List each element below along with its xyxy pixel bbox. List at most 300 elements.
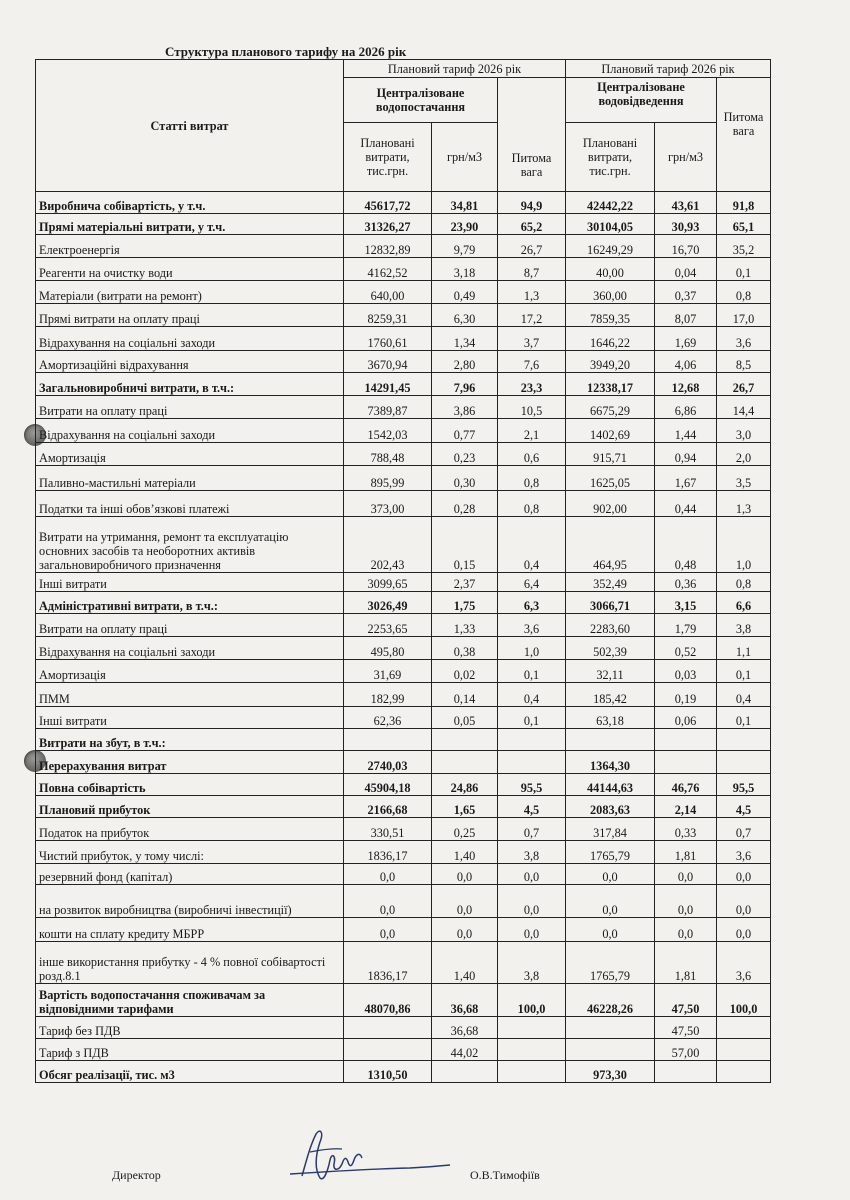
share-cell-water-supply: 8,7 [498,258,566,281]
table-row [36,258,771,281]
cost-cell-water-supply: 1542,03 [344,419,432,443]
share-cell-water-supply [498,1017,566,1039]
share-cell-drainage: 17,0 [717,304,771,327]
share-cell-water-supply: 1,0 [498,637,566,660]
unit-cell-water-supply: 0,0 [432,918,498,942]
row-label: кошти на сплату кредиту МБРР [36,918,344,942]
unit-cell-drainage: 47,50 [655,1017,717,1039]
cost-cell-drainage: 32,11 [566,660,655,683]
unit-cell-drainage [655,751,717,774]
cost-cell-drainage: 1364,30 [566,751,655,774]
unit-cell-water-supply: 9,79 [432,235,498,258]
share-cell-water-supply: 3,8 [498,942,566,984]
unit-cell-water-supply [432,751,498,774]
share-cell-drainage: 0,7 [717,818,771,841]
share-cell-water-supply: 0,6 [498,443,566,466]
share-cell-drainage: 0,1 [717,707,771,729]
table-row [36,660,771,683]
table-row [36,683,771,707]
share-cell-drainage: 0,0 [717,918,771,942]
share-cell-drainage: 3,6 [717,327,771,351]
unit-cell-water-supply: 0,14 [432,683,498,707]
table-row [36,304,771,327]
unit-cell-drainage: 0,0 [655,918,717,942]
unit-cell-drainage: 1,81 [655,942,717,984]
share-cell-drainage: 65,1 [717,214,771,235]
cost-cell-drainage: 1765,79 [566,942,655,984]
share-cell-drainage: 0,8 [717,281,771,304]
share-cell-water-supply: 0,1 [498,707,566,729]
unit-cell-drainage: 6,86 [655,396,717,419]
row-label: Амортизація [36,660,344,683]
row-label: інше використання прибутку - 4 % повної собівартості розд.8.1 [36,942,344,984]
table-row [36,517,771,573]
cost-cell-water-supply: 14291,45 [344,373,432,396]
cost-cell-water-supply: 0,0 [344,885,432,918]
director-signature [280,1122,470,1192]
cost-column-header-water-supply: Плановані витрати, тис.грн. [344,123,432,192]
share-cell-drainage: 0,8 [717,573,771,592]
share-cell-drainage [717,751,771,774]
share-cell-water-supply: 6,4 [498,573,566,592]
share-cell-water-supply: 3,8 [498,841,566,864]
cost-cell-water-supply: 45617,72 [344,192,432,214]
row-label: Перерахування витрат [36,751,344,774]
cost-cell-drainage: 7859,35 [566,304,655,327]
cost-cell-water-supply [344,1017,432,1039]
share-cell-water-supply: 94,9 [498,192,566,214]
share-cell-drainage: 6,6 [717,592,771,614]
share-cell-water-supply: 7,6 [498,351,566,373]
unit-cell-water-supply: 0,0 [432,885,498,918]
share-cell-water-supply: 26,7 [498,235,566,258]
share-cell-water-supply: 23,3 [498,373,566,396]
cost-cell-drainage: 502,39 [566,637,655,660]
row-label: Витрати на оплату праці [36,614,344,637]
unit-cell-drainage: 0,37 [655,281,717,304]
row-label: Податок на прибуток [36,818,344,841]
cost-cell-drainage: 42442,22 [566,192,655,214]
share-cell-water-supply: 0,7 [498,818,566,841]
unit-cell-drainage: 1,81 [655,841,717,864]
cost-cell-drainage: 6675,29 [566,396,655,419]
row-label: Витрати на оплату праці [36,396,344,419]
row-label: Електроенергія [36,235,344,258]
unit-cell-water-supply: 0,15 [432,517,498,573]
cost-cell-drainage: 352,49 [566,573,655,592]
share-cell-drainage: 8,5 [717,351,771,373]
cost-cell-water-supply: 2740,03 [344,751,432,774]
cost-cell-water-supply: 0,0 [344,918,432,942]
service-header-water-supply: Централізоване водопостачання [344,78,498,123]
unit-cell-water-supply: 0,77 [432,419,498,443]
cost-cell-water-supply: 330,51 [344,818,432,841]
row-label: Вартість водопостачання споживачам за відповідними тарифами [36,984,344,1017]
unit-cell-water-supply: 1,65 [432,796,498,818]
unit-cell-drainage: 2,14 [655,796,717,818]
share-cell-drainage: 0,1 [717,660,771,683]
share-cell-drainage: 4,5 [717,796,771,818]
row-label: Загальновиробничі витрати, в т.ч.: [36,373,344,396]
row-label: Податки та інші обов’язкові платежі [36,491,344,517]
share-cell-drainage: 100,0 [717,984,771,1017]
cost-cell-drainage: 1402,69 [566,419,655,443]
share-cell-drainage: 14,4 [717,396,771,419]
row-label: Виробнича собівартість, у т.ч. [36,192,344,214]
cost-cell-drainage: 317,84 [566,818,655,841]
table-row [36,864,771,885]
row-label: Витрати на утримання, ремонт та експлуатацію основних засобів та необоротних активів загальновиробничого призначення [36,517,344,573]
cost-cell-drainage: 185,42 [566,683,655,707]
row-label: Плановий прибуток [36,796,344,818]
share-cell-drainage: 26,7 [717,373,771,396]
row-label: Амортизаційні відрахування [36,351,344,373]
cost-cell-water-supply: 3026,49 [344,592,432,614]
unit-cell-water-supply: 0,28 [432,491,498,517]
unit-cell-water-supply: 6,30 [432,304,498,327]
row-label: Відрахування на соціальні заходи [36,327,344,351]
unit-cell-drainage: 16,70 [655,235,717,258]
share-cell-water-supply: 0,4 [498,517,566,573]
unit-cell-water-supply: 3,18 [432,258,498,281]
cost-cell-water-supply: 373,00 [344,491,432,517]
row-label: Обсяг реалізації, тис. м3 [36,1061,344,1083]
share-cell-water-supply: 0,0 [498,885,566,918]
table-row [36,796,771,818]
share-cell-drainage: 35,2 [717,235,771,258]
share-cell-drainage: 95,5 [717,774,771,796]
share-cell-water-supply: 0,8 [498,491,566,517]
share-cell-water-supply: 2,1 [498,419,566,443]
table-row [36,592,771,614]
cost-cell-water-supply: 495,80 [344,637,432,660]
unit-cell-drainage: 57,00 [655,1039,717,1061]
unit-cell-water-supply: 23,90 [432,214,498,235]
unit-cell-drainage [655,729,717,751]
cost-cell-drainage: 360,00 [566,281,655,304]
cost-cell-water-supply: 202,43 [344,517,432,573]
table-row [36,751,771,774]
unit-cell-drainage: 12,68 [655,373,717,396]
row-label: Відрахування на соціальні заходи [36,637,344,660]
unit-cell-water-supply [432,1061,498,1083]
table-row [36,984,771,1017]
unit-cell-water-supply: 1,75 [432,592,498,614]
unit-cell-water-supply: 0,49 [432,281,498,304]
share-cell-drainage: 1,3 [717,491,771,517]
row-label: Реагенти на очистку води [36,258,344,281]
director-title: Директор [112,1168,161,1182]
share-cell-drainage: 2,0 [717,443,771,466]
table-row [36,841,771,864]
share-cell-drainage: 1,0 [717,517,771,573]
cost-cell-water-supply: 1310,50 [344,1061,432,1083]
row-label: Прямі матеріальні витрати, у т.ч. [36,214,344,235]
table-row [36,918,771,942]
cost-cell-water-supply: 31,69 [344,660,432,683]
share-cell-water-supply: 0,1 [498,660,566,683]
cost-cell-drainage: 40,00 [566,258,655,281]
row-label: Матеріали (витрати на ремонт) [36,281,344,304]
unit-cell-drainage: 0,36 [655,573,717,592]
row-label: ПММ [36,683,344,707]
table-row [36,729,771,751]
cost-cell-drainage [566,1017,655,1039]
unit-cell-drainage: 0,03 [655,660,717,683]
share-cell-drainage: 0,0 [717,885,771,918]
unit-cell-water-supply [432,729,498,751]
cost-cell-drainage: 0,0 [566,885,655,918]
unit-cell-drainage: 0,33 [655,818,717,841]
unit-cell-drainage: 1,44 [655,419,717,443]
cost-cell-drainage: 2283,60 [566,614,655,637]
service-header-drainage: Централізоване водовідведення [566,78,717,123]
share-cell-water-supply: 0,0 [498,918,566,942]
cost-cell-drainage: 2083,63 [566,796,655,818]
cost-items-header: Статті витрат [36,60,344,192]
unit-cell-water-supply: 1,33 [432,614,498,637]
cost-cell-water-supply: 7389,87 [344,396,432,419]
unit-cell-water-supply: 0,25 [432,818,498,841]
share-cell-drainage [717,1039,771,1061]
cost-cell-drainage: 1765,79 [566,841,655,864]
table-row [36,1061,771,1083]
unit-cell-water-supply: 2,80 [432,351,498,373]
table-row [36,235,771,258]
table-row [36,466,771,491]
cost-cell-water-supply: 182,99 [344,683,432,707]
cost-cell-drainage: 0,0 [566,918,655,942]
cost-cell-drainage: 1625,05 [566,466,655,491]
unit-cell-drainage: 8,07 [655,304,717,327]
share-cell-water-supply: 6,3 [498,592,566,614]
share-cell-water-supply: 10,5 [498,396,566,419]
unit-cell-drainage: 0,04 [655,258,717,281]
share-cell-drainage: 3,6 [717,942,771,984]
cost-cell-water-supply: 4162,52 [344,258,432,281]
share-cell-water-supply: 95,5 [498,774,566,796]
unit-cell-water-supply: 36,68 [432,984,498,1017]
unit-cell-drainage: 0,94 [655,443,717,466]
share-cell-water-supply: 0,4 [498,683,566,707]
share-cell-drainage: 91,8 [717,192,771,214]
table-row [36,443,771,466]
document-title: Структура планового тарифу на 2026 рік [165,44,407,59]
share-cell-water-supply: 4,5 [498,796,566,818]
row-label: Прямі витрати на оплату праці [36,304,344,327]
table-row [36,327,771,351]
table-row [36,573,771,592]
unit-cell-drainage: 47,50 [655,984,717,1017]
unit-cell-drainage: 30,93 [655,214,717,235]
table-row [36,396,771,419]
share-header-water-supply: Питома вага [498,78,566,192]
row-label: на розвиток виробництва (виробничі інвестиції) [36,885,344,918]
table-row [36,281,771,304]
share-cell-drainage: 3,0 [717,419,771,443]
share-cell-water-supply: 3,7 [498,327,566,351]
share-cell-water-supply: 3,6 [498,614,566,637]
share-cell-drainage [717,1061,771,1083]
cost-cell-drainage: 3949,20 [566,351,655,373]
cost-column-header-drainage: Плановані витрати, тис.грн. [566,123,655,192]
director-name: О.В.Тимофіїв [470,1168,540,1182]
cost-cell-water-supply: 640,00 [344,281,432,304]
share-cell-water-supply: 17,2 [498,304,566,327]
unit-cell-water-supply: 2,37 [432,573,498,592]
cost-cell-water-supply: 895,99 [344,466,432,491]
unit-cell-water-supply: 36,68 [432,1017,498,1039]
unit-cell-drainage: 1,79 [655,614,717,637]
header-row-period [36,60,771,78]
tariff-structure-table [35,59,771,1083]
row-label: Амортизація [36,443,344,466]
unit-cell-water-supply: 24,86 [432,774,498,796]
share-cell-drainage: 3,6 [717,841,771,864]
unit-cell-drainage: 0,48 [655,517,717,573]
cost-cell-water-supply: 3670,94 [344,351,432,373]
cost-cell-drainage [566,1039,655,1061]
share-cell-drainage: 1,1 [717,637,771,660]
unit-cell-drainage: 0,52 [655,637,717,660]
unit-cell-drainage: 0,0 [655,885,717,918]
share-cell-water-supply [498,1039,566,1061]
unit-cell-water-supply: 34,81 [432,192,498,214]
unit-cell-drainage: 0,0 [655,864,717,885]
cost-cell-water-supply [344,1039,432,1061]
unit-cell-water-supply: 0,05 [432,707,498,729]
unit-cell-drainage: 0,06 [655,707,717,729]
unit-cell-drainage: 3,15 [655,592,717,614]
cost-cell-drainage: 44144,63 [566,774,655,796]
table-row [36,192,771,214]
cost-cell-drainage: 464,95 [566,517,655,573]
unit-cell-drainage: 4,06 [655,351,717,373]
unit-cell-water-supply: 0,38 [432,637,498,660]
row-label: Паливно-мастильні матеріали [36,466,344,491]
unit-cell-drainage: 1,69 [655,327,717,351]
table-row [36,614,771,637]
cost-cell-water-supply: 788,48 [344,443,432,466]
share-cell-water-supply: 1,3 [498,281,566,304]
cost-cell-water-supply: 2166,68 [344,796,432,818]
table-row [36,491,771,517]
row-label: Відрахування на соціальні заходи [36,419,344,443]
share-cell-water-supply: 65,2 [498,214,566,235]
table-row [36,774,771,796]
cost-cell-water-supply: 1760,61 [344,327,432,351]
cost-cell-water-supply: 31326,27 [344,214,432,235]
unit-cell-water-supply: 1,40 [432,942,498,984]
cost-cell-drainage: 915,71 [566,443,655,466]
cost-cell-water-supply: 62,36 [344,707,432,729]
cost-cell-water-supply: 0,0 [344,864,432,885]
table-row [36,942,771,984]
cost-cell-water-supply: 1836,17 [344,942,432,984]
table-row [36,1017,771,1039]
unit-cell-water-supply: 0,23 [432,443,498,466]
share-cell-water-supply [498,751,566,774]
table-row [36,373,771,396]
cost-cell-water-supply: 45904,18 [344,774,432,796]
cost-cell-drainage: 63,18 [566,707,655,729]
share-cell-drainage: 0,4 [717,683,771,707]
unit-cell-drainage: 0,44 [655,491,717,517]
table-row [36,637,771,660]
unit-cell-drainage: 43,61 [655,192,717,214]
table-row [36,1039,771,1061]
cost-cell-water-supply: 8259,31 [344,304,432,327]
share-cell-drainage [717,1017,771,1039]
unit-cell-water-supply: 1,34 [432,327,498,351]
cost-cell-water-supply: 48070,86 [344,984,432,1017]
unit-cell-water-supply: 1,40 [432,841,498,864]
unit-column-header-water-supply: грн/м3 [432,123,498,192]
cost-cell-drainage: 3066,71 [566,592,655,614]
share-cell-water-supply: 100,0 [498,984,566,1017]
unit-cell-water-supply: 0,30 [432,466,498,491]
unit-cell-drainage: 1,67 [655,466,717,491]
unit-cell-water-supply: 3,86 [432,396,498,419]
table-row [36,419,771,443]
cost-cell-water-supply: 12832,89 [344,235,432,258]
cost-cell-water-supply: 1836,17 [344,841,432,864]
share-cell-drainage [717,729,771,751]
share-cell-drainage: 0,0 [717,864,771,885]
table-row [36,885,771,918]
share-cell-water-supply [498,729,566,751]
cost-cell-drainage: 1646,22 [566,327,655,351]
table-row [36,818,771,841]
share-cell-water-supply: 0,0 [498,864,566,885]
cost-cell-drainage: 0,0 [566,864,655,885]
cost-cell-drainage: 902,00 [566,491,655,517]
cost-cell-water-supply [344,729,432,751]
unit-cell-drainage: 0,19 [655,683,717,707]
cost-cell-drainage: 973,30 [566,1061,655,1083]
share-cell-drainage: 0,1 [717,258,771,281]
row-label: Інші витрати [36,573,344,592]
unit-cell-water-supply: 7,96 [432,373,498,396]
cost-cell-drainage [566,729,655,751]
row-label: Адміністративні витрати, в т.ч.: [36,592,344,614]
share-cell-drainage: 3,8 [717,614,771,637]
share-header-drainage: Питома вага [717,78,771,192]
row-label: Тариф без ПДВ [36,1017,344,1039]
cost-cell-drainage: 46228,26 [566,984,655,1017]
share-cell-water-supply: 0,8 [498,466,566,491]
table-row [36,214,771,235]
row-label: Тариф з ПДВ [36,1039,344,1061]
unit-column-header-drainage: грн/м3 [655,123,717,192]
row-label: резервний фонд (капітал) [36,864,344,885]
row-label: Витрати на збут, в т.ч.: [36,729,344,751]
cost-cell-drainage: 30104,05 [566,214,655,235]
period-header-drainage: Плановий тариф 2026 рік [566,60,771,78]
share-cell-water-supply [498,1061,566,1083]
cost-cell-drainage: 16249,29 [566,235,655,258]
share-cell-drainage: 3,5 [717,466,771,491]
row-label: Чистий прибуток, у тому числі: [36,841,344,864]
period-header-water-supply: Плановий тариф 2026 рік [344,60,566,78]
unit-cell-water-supply: 0,02 [432,660,498,683]
unit-cell-water-supply: 44,02 [432,1039,498,1061]
cost-cell-water-supply: 2253,65 [344,614,432,637]
unit-cell-drainage [655,1061,717,1083]
row-label: Повна собівартість [36,774,344,796]
cost-cell-drainage: 12338,17 [566,373,655,396]
unit-cell-water-supply: 0,0 [432,864,498,885]
